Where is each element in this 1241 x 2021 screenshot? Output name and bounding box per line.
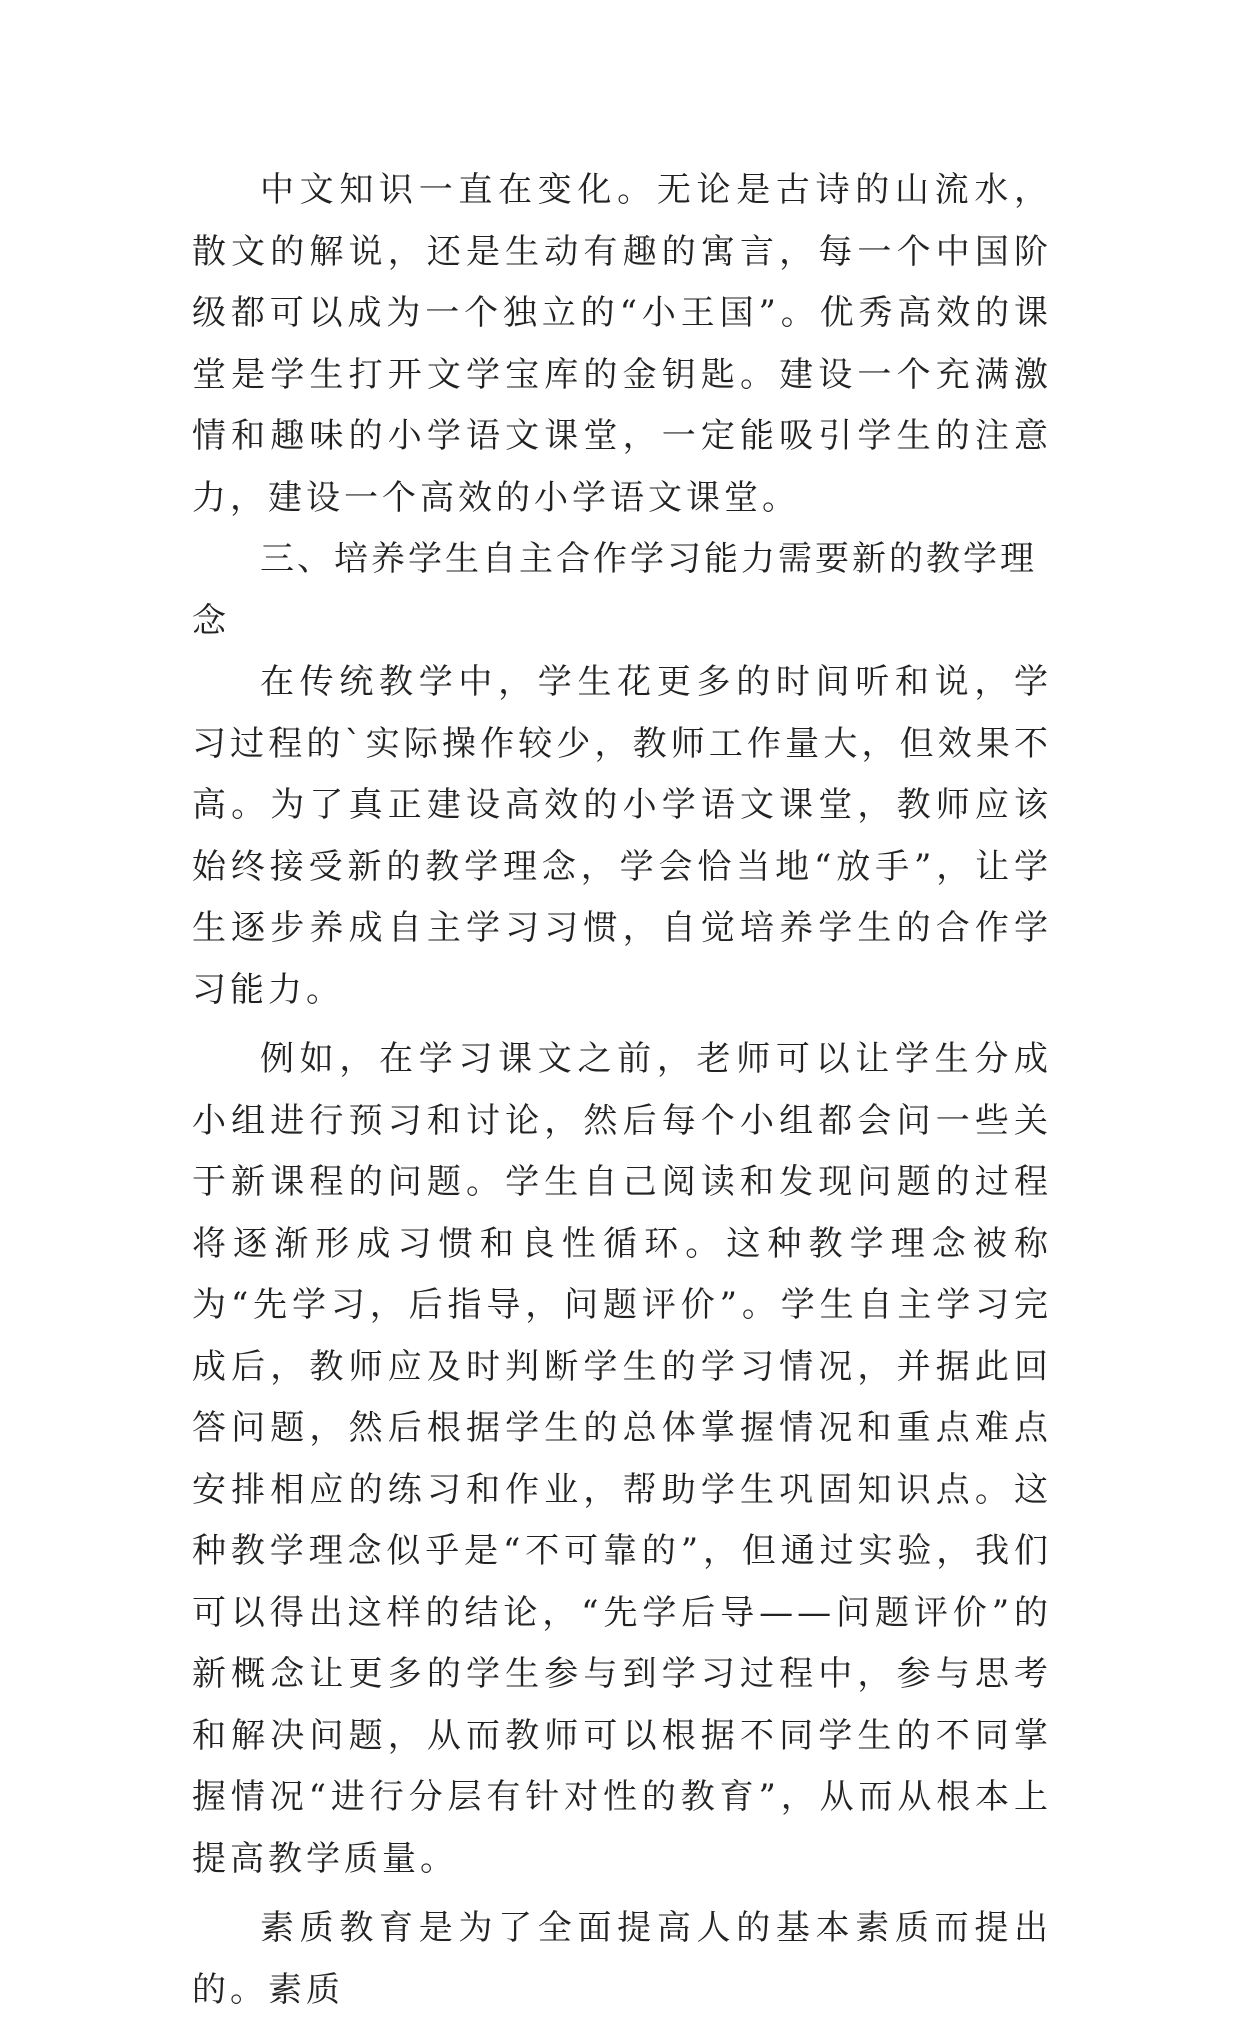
paragraph-traditional-teaching: 在传统教学中，学生花更多的时间听和说，学习过程的`实际操作较少，教师工作量大，但效果不高。为了真正建设高效的小学语文课堂，教师应该始终接受新的教学理念，学会恰当地“放手”，让学生逐步养成自主学习习惯，自觉培养学生的合作学习能力。: [192, 662, 1052, 1010]
document-body: [192, 160, 1052, 2021]
section-heading-three: 三、培养学生自主合作学习能力需要新的教学理念: [192, 539, 1037, 641]
paragraph-gap: [192, 1890, 1052, 1898]
paragraph-quality-education: 素质教育是为了全面提高人的基本素质而提出的。素质: [192, 1908, 1052, 2010]
paragraph-example: 例如，在学习课文之前，老师可以让学生分成小组进行预习和讨论，然后每个小组都会问一些关于新课程的问题。学生自己阅读和发现问题的过程将逐渐形成习惯和良性循环。这种教学理念被称为“先学习，后指导，问题评价”。学生自主学习完成后，教师应及时判断学生的学习情况，并据此回答问题，然后根据学生的总体掌握情况和重点难点安排相应的练习和作业，帮助学生巩固知识点。这种教学理念似乎是“不可靠的”，但通过实验，我们可以得出这样的结论，“先学后导——问题评价”的新概念让更多的学生参与到学习过程中，参与思考和解决问题，从而教师可以根据不同学生的不同掌握情况“进行分层有针对性的教育”，从而从根本上提高教学质量。: [192, 1039, 1052, 1879]
paragraph-chinese-knowledge: 中文知识一直在变化。无论是古诗的山流水，散文的解说，还是生动有趣的寓言，每一个中国阶级都可以成为一个独立的“小王国”。优秀高效的课堂是学生打开文学宝库的金钥匙。建设一个充满激情和趣味的小学语文课堂，一定能吸引学生的注意力，建设一个高效的小学语文课堂。: [192, 170, 1052, 518]
paragraph-gap: [192, 1021, 1052, 1029]
